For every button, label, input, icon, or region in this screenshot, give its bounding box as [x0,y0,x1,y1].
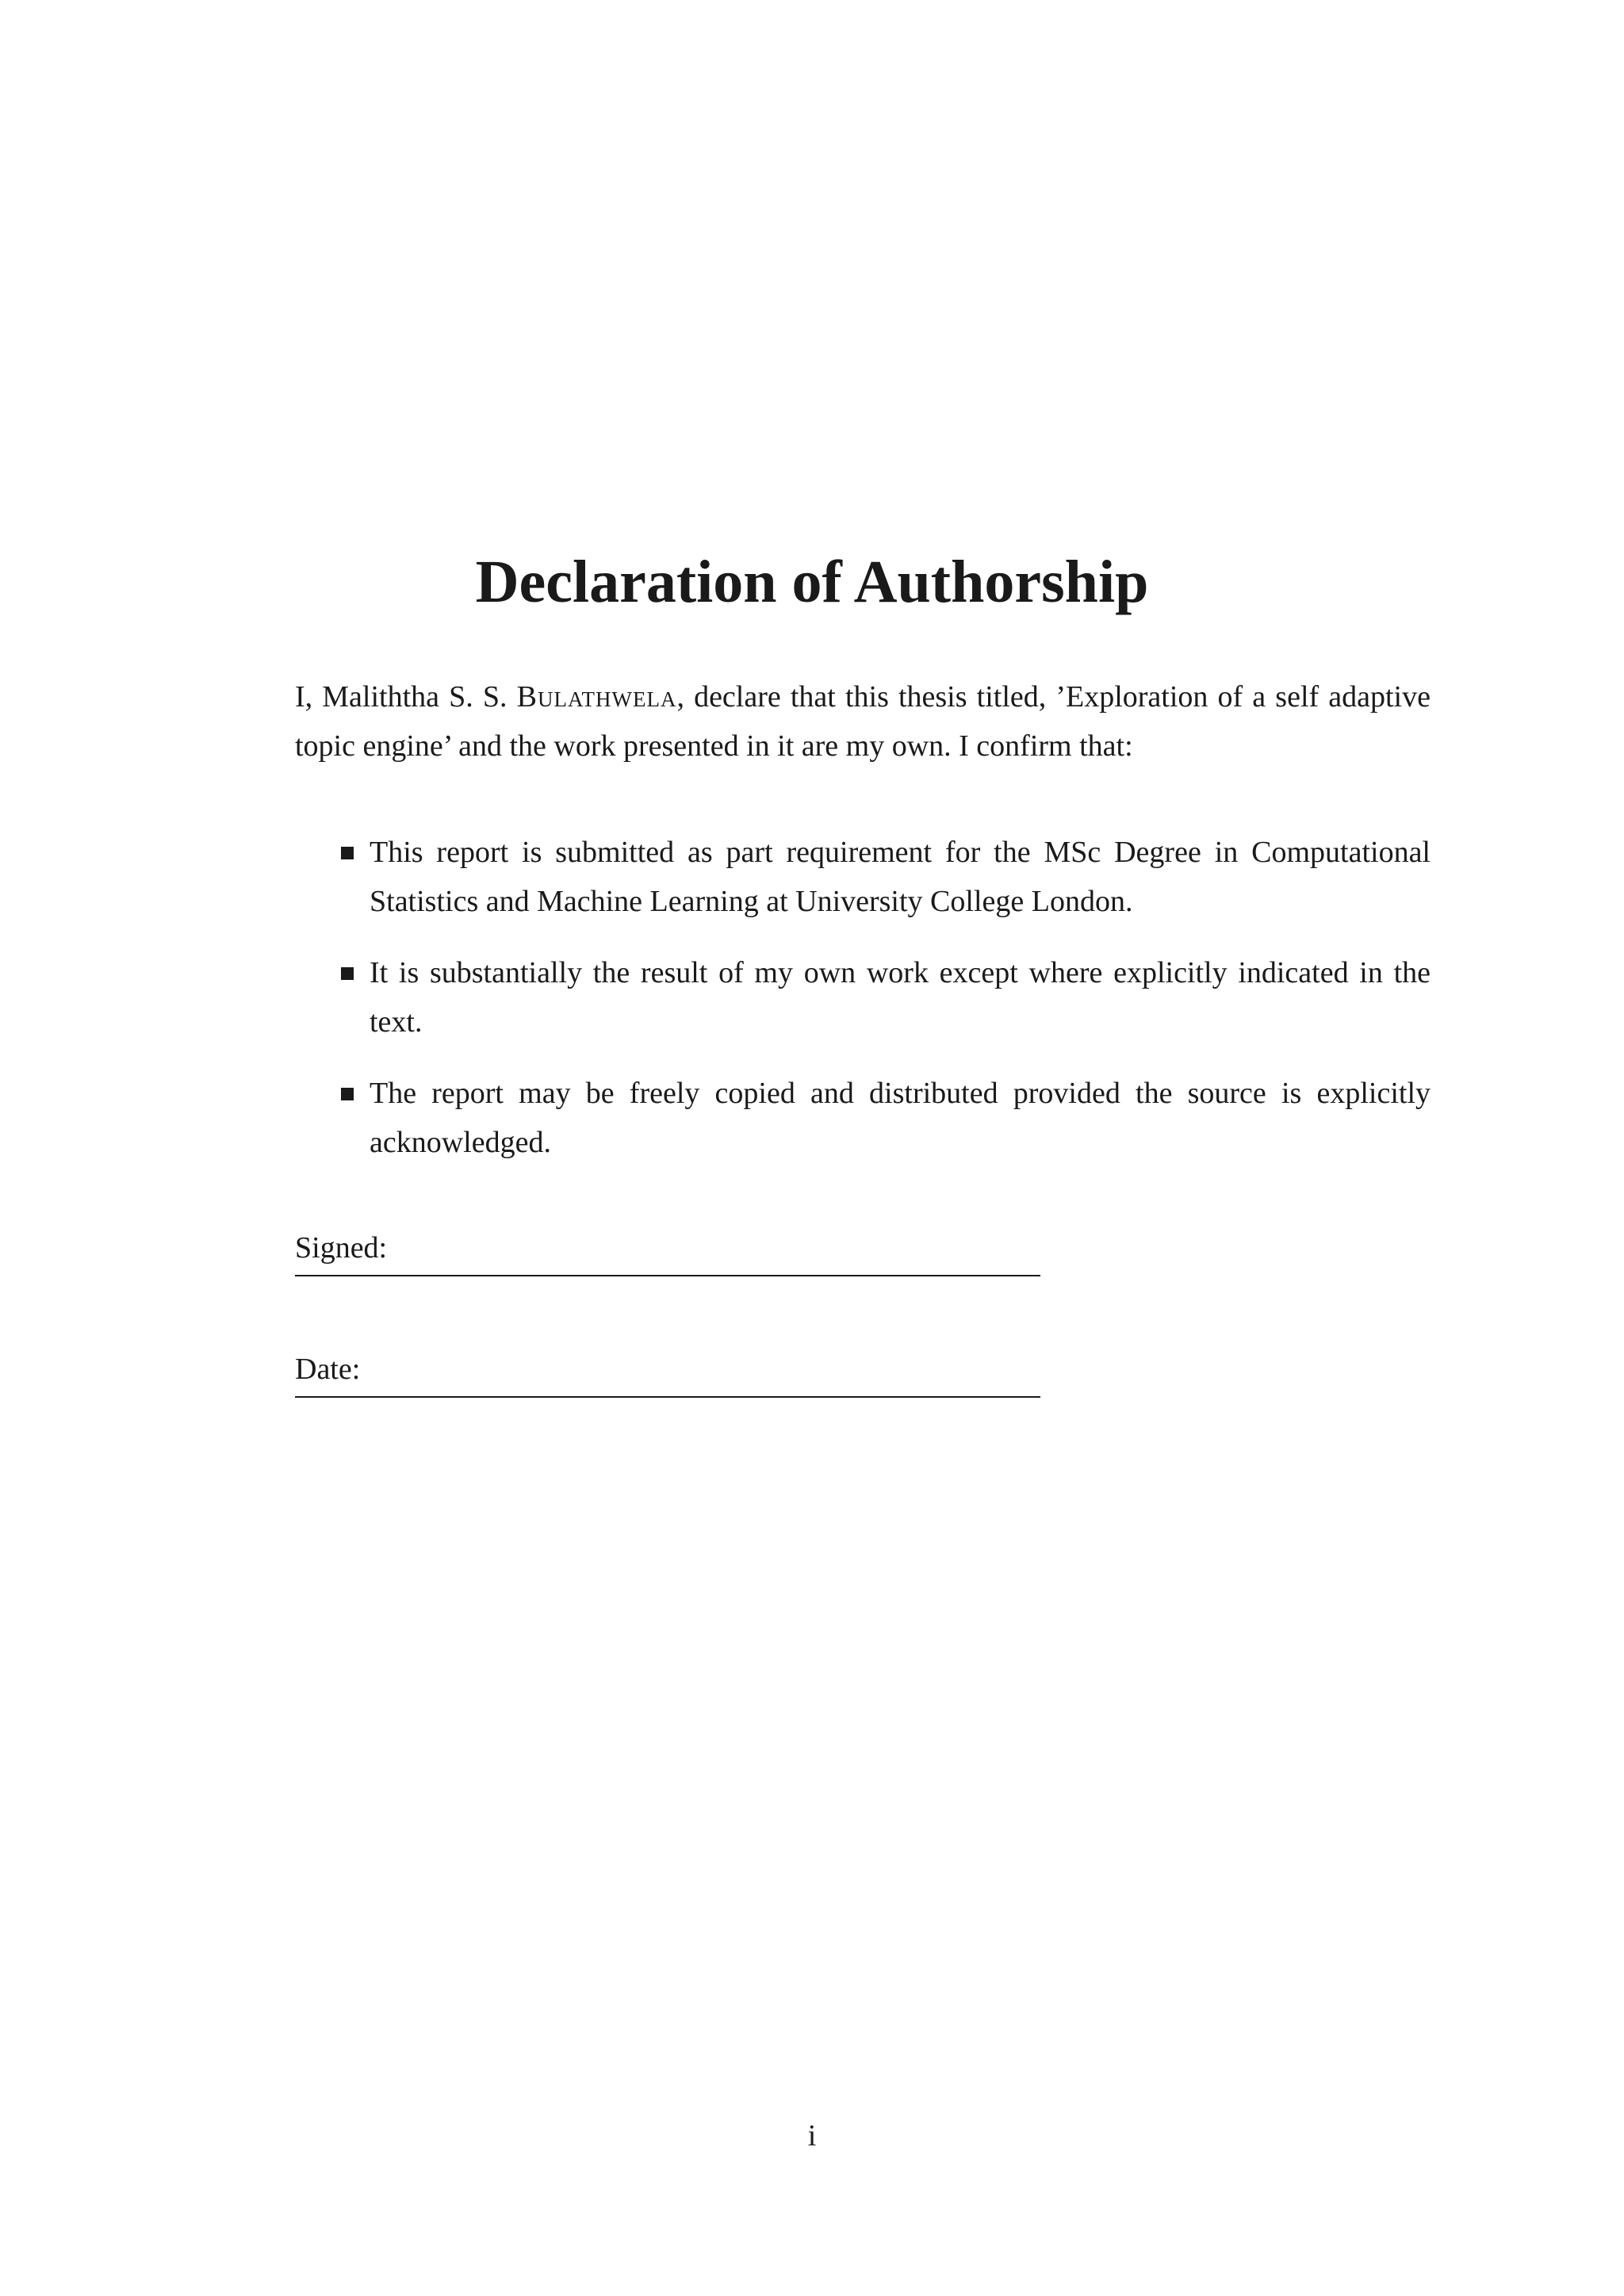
page-number: i [807,2119,817,2152]
page-title: Declaration of Authorship [475,549,1149,615]
declaration-intro [295,672,1431,771]
signature-line [295,1275,1040,1276]
list-item [295,1069,1431,1167]
signed-label: Signed: [295,1231,388,1265]
square-bullet-icon [341,847,354,859]
statement-text: This report is submitted as part requirement for the MSc Degree in Computational Statistics and Machine Learning at University College London. [370,836,1431,918]
square-bullet-icon [341,967,354,980]
signature-field [295,1229,1040,1267]
declaration-statements [295,828,1431,1189]
date-label: Date: [295,1353,361,1386]
date-line [295,1396,1040,1398]
statement-text: The report may be freely copied and distributed provided the source is explicitly acknowledged. [370,1077,1431,1159]
statement-text: It is substantially the result of my own work except where explicitly indicated in the text. [370,956,1431,1039]
intro-suffix: , declare that this thesis titled, ’Exploration of a self adaptive topic engine’ and the work presented in it are my own. I confirm that: [295,680,1431,763]
date-field [295,1350,1040,1388]
author-surname: Bulathwela [516,680,677,714]
intro-prefix: I, Maliththa S. S. [295,680,517,714]
list-item [295,828,1431,926]
square-bullet-icon [341,1088,354,1100]
list-item [295,948,1431,1047]
